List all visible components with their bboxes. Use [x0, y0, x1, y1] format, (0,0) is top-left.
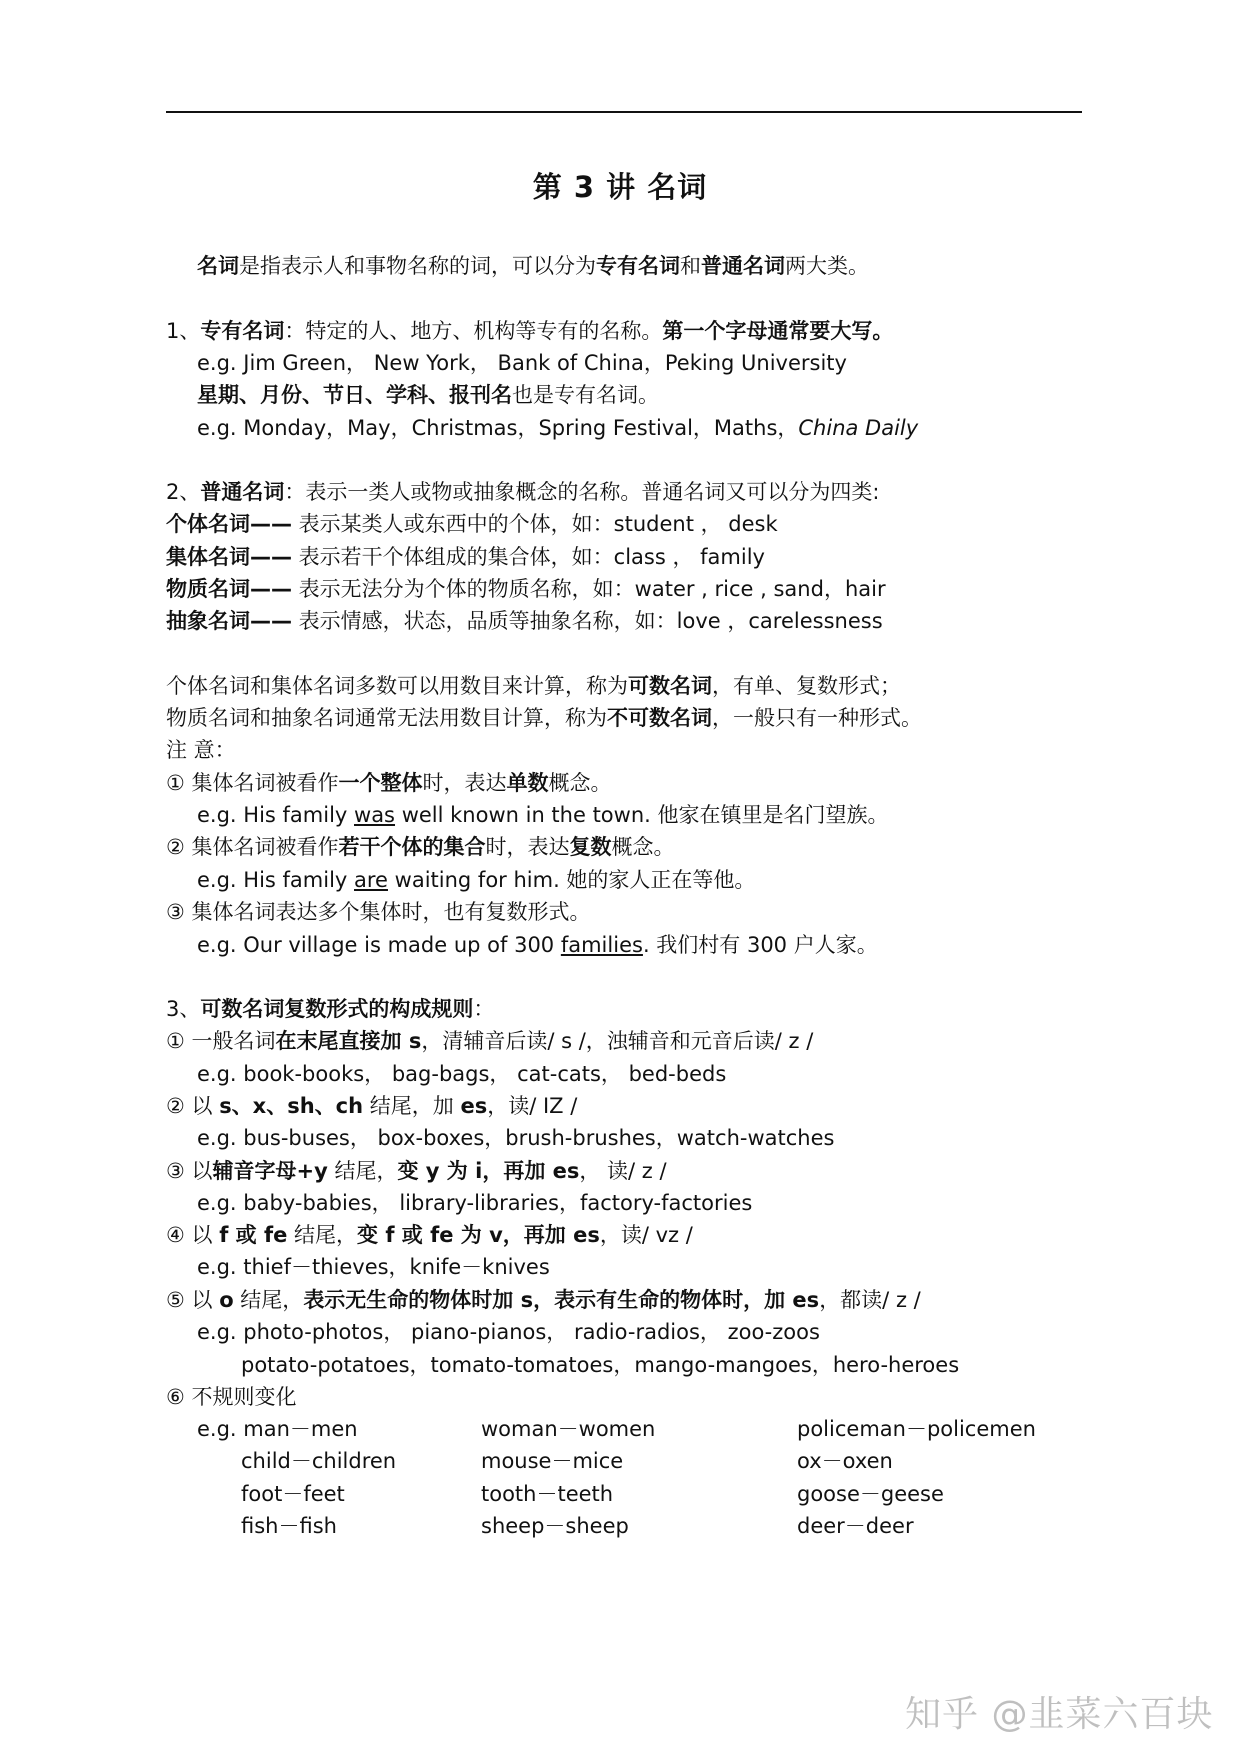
rule-1 [166, 1027, 813, 1055]
example-text: e.g. His family [197, 803, 355, 827]
example-line: e.g. bus-buses， box-boxes，brush-brushes，watch-watches [197, 1126, 835, 1150]
irregular-cell: deer－deer [797, 1514, 914, 1538]
note-bold: 若干个体的集合 [338, 835, 486, 859]
example-line [197, 801, 888, 829]
intro-paragraph [197, 252, 869, 280]
section-1-note [197, 381, 659, 409]
rule-text: ③ 以 [166, 1159, 213, 1183]
example-line [197, 414, 918, 442]
noun-type-row [166, 543, 765, 571]
irregular-cell: policeman－policemen [797, 1417, 1036, 1441]
rule-2 [166, 1092, 577, 1120]
irregular-cell: sheep－sheep [481, 1514, 629, 1538]
example-underline: families [560, 933, 643, 957]
example-line: e.g. Jim Green， New York， Bank of China，Peking University [197, 351, 847, 375]
noun-type-name: 物质名词—— [166, 577, 292, 601]
example-line: e.g. thief－thieves，knife－knives [197, 1255, 550, 1279]
note-2 [166, 833, 675, 861]
section-term: 普通名词 [200, 480, 285, 504]
section-desc: ：表示一类人或物或抽象概念的名称。普通名词又可以分为四类: [284, 480, 880, 504]
paragraph-text: ，有单、复数形式； [712, 674, 901, 698]
section-term: 专有名词 [200, 319, 285, 343]
rule-text: 结尾， [327, 1159, 398, 1183]
irregular-cell: child－children [241, 1449, 397, 1473]
note-text: 概念。 [548, 771, 612, 795]
irregular-cell: ox－oxen [797, 1449, 893, 1473]
rule-text: ② 以 [166, 1094, 220, 1118]
rule-bold: o [219, 1288, 234, 1312]
rule-5 [166, 1286, 921, 1314]
example-line: e.g. photo-photos， piano-pianos， radio-radios， zoo-zoos [197, 1320, 820, 1344]
intro-end: 两大类。 [785, 254, 869, 278]
note-bold: 复数 [569, 835, 612, 859]
rule-text: 结尾，加 [363, 1094, 461, 1118]
noun-type-row [166, 607, 883, 635]
noun-type-row [166, 575, 886, 603]
rule-text: ⑤ 以 [166, 1288, 220, 1312]
rule-bold: f 或 fe [219, 1223, 288, 1247]
rule-3 [166, 1157, 667, 1185]
example-line: e.g. book-books， bag-bags， cat-cats， bed-beds [197, 1062, 727, 1086]
rule-text: ，都读/ z / [819, 1288, 921, 1312]
example-line [197, 866, 755, 894]
rule-text: 结尾， [287, 1223, 358, 1247]
rule-bold: 辅音字母+y [212, 1159, 328, 1183]
note-text: 时，表达 [422, 771, 507, 795]
example-text: e.g. His family [197, 868, 355, 892]
rule-bold: 变 y 为 i，再加 es [397, 1159, 580, 1183]
rule-text: ① 一般名词 [166, 1029, 276, 1053]
intro-term: 名词 [197, 254, 239, 278]
rule-4 [166, 1221, 693, 1249]
noun-type-desc: 表示无法分为个体的物质名称，如：water , rice , sand，hair [292, 577, 886, 601]
note-text: 也是专有名词。 [512, 383, 659, 407]
intro-common: 普通名词 [701, 254, 785, 278]
paragraph-text: 个体名词和集体名词多数可以用数目来计算，称为 [166, 674, 628, 698]
note-1 [166, 769, 612, 797]
header-rule [166, 111, 1082, 113]
note-bold: 星期、月份、节日、学科、报刊名 [197, 383, 512, 407]
paragraph-bold: 可数名词 [628, 674, 712, 698]
rule-bold: 变 f 或 fe 为 v，再加 es [357, 1223, 600, 1247]
rule-text: ， 读/ z / [579, 1159, 667, 1183]
note-text: 概念。 [611, 835, 675, 859]
rule-bold: 表示无生命的物体时加 s，表示有生命的物体时，加 es [303, 1288, 820, 1312]
watermark: 知乎 @韭菜六百块 [905, 1694, 1214, 1735]
noun-type-name: 集体名词—— [166, 545, 292, 569]
intro-and: 和 [680, 254, 701, 278]
rule-text: ，清辅音后读/ s /，浊辅音和元音后读/ z / [421, 1029, 814, 1053]
example-text: . 我们村有 300 户人家。 [642, 933, 878, 957]
rule-text: ，读/ vz / [599, 1223, 693, 1247]
example-italic: China Daily [798, 416, 919, 440]
section-number: 2、 [166, 480, 201, 504]
section-2-heading [166, 478, 879, 506]
section-1-heading [166, 317, 893, 345]
noun-type-desc: 表示情感，状态，品质等抽象名称，如：love ，carelessness [292, 609, 883, 633]
paragraph-text: 物质名词和抽象名词通常无法用数目计算，称为 [166, 706, 607, 730]
rule-text: ，读/ IZ / [487, 1094, 578, 1118]
irregular-cell: mouse－mice [481, 1449, 624, 1473]
note-text: 时，表达 [485, 835, 570, 859]
noun-type-row [166, 510, 778, 538]
irregular-cell: tooth－teeth [481, 1482, 614, 1506]
example-text: waiting for him. 她的家人正在等他。 [387, 868, 756, 892]
paragraph-text: ，一般只有一种形式。 [712, 706, 922, 730]
irregular-cell: goose－geese [797, 1482, 944, 1506]
page-title: 第 3 讲 名词 [532, 170, 708, 204]
section-rule: 第一个字母通常要大写。 [662, 319, 894, 343]
section-3-heading: 3、可数名词复数形式的构成规则： [166, 997, 495, 1021]
irregular-cell: woman－women [481, 1417, 656, 1441]
example-line: potato-potatoes，tomato-tomatoes，mango-mangoes，hero-heroes [241, 1353, 960, 1377]
section-number: 3、 [166, 997, 201, 1021]
rule-bold: es [460, 1094, 488, 1118]
irregular-cell: foot－feet [241, 1482, 345, 1506]
note-bold: 一个整体 [338, 771, 423, 795]
rule-bold: s、x、sh、ch [219, 1094, 364, 1118]
noun-type-desc: 表示某类人或东西中的个体，如：student ， desk [292, 512, 778, 536]
note-text: ① 集体名词被看作 [166, 771, 339, 795]
section-desc: ：特定的人、地方、机构等专有的名称。 [284, 319, 663, 343]
intro-proper: 专有名词 [596, 254, 680, 278]
irregular-cell: e.g. man－men [197, 1417, 358, 1441]
section-term: 可数名词复数形式的构成规则 [200, 997, 474, 1021]
note-3: ③ 集体名词表达多个集体时，也有复数形式。 [166, 900, 591, 924]
example-text: e.g. Our village is made up of 300 [197, 933, 561, 957]
noun-type-name: 抽象名词—— [166, 609, 292, 633]
paragraph-bold: 不可数名词 [607, 706, 712, 730]
rule-text: ④ 以 [166, 1223, 220, 1247]
example-line [197, 931, 878, 959]
noun-type-desc: 表示若干个体组成的集合体，如：class ， family [292, 545, 765, 569]
example-line: e.g. baby-babies， library-libraries，factory-factories [197, 1191, 753, 1215]
example-underline: are [354, 868, 388, 892]
example-underline: was [354, 803, 396, 827]
countable-paragraph [166, 672, 901, 700]
section-number: 1、 [166, 319, 201, 343]
note-bold: 单数 [506, 771, 549, 795]
rule-bold: 在末尾直接加 s [275, 1029, 422, 1053]
example-text: well known in the town. 他家在镇里是名门望族。 [395, 803, 889, 827]
rule-6: ⑥ 不规则变化 [166, 1385, 297, 1409]
note-label: 注 意： [166, 738, 236, 762]
noun-type-name: 个体名词—— [166, 512, 292, 536]
irregular-cell: fish－fish [241, 1514, 337, 1538]
note-text: ② 集体名词被看作 [166, 835, 339, 859]
example-text: e.g. Monday，May，Christmas，Spring Festival，Maths， [197, 416, 799, 440]
rule-text: 结尾， [233, 1288, 304, 1312]
uncountable-paragraph [166, 704, 922, 732]
intro-text: 是指表示人和事物名称的词，可以分为 [239, 254, 596, 278]
